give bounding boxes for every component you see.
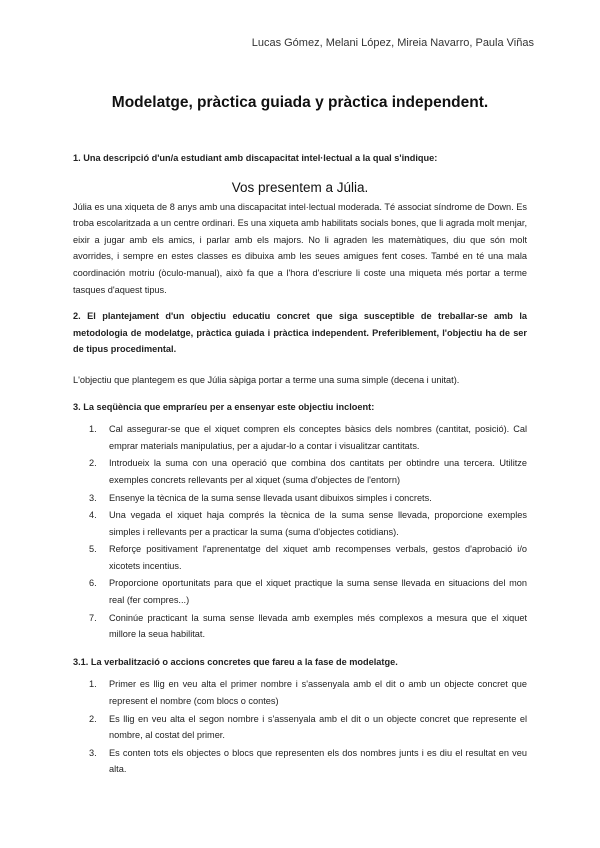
- list-item: 2. Introdueix la suma con una operació que combina dos cantitats per obtindre una tercera. Utilitze exemples concrets rellevants per al xiquet (suma d'objectes de l'entorn): [89, 458, 527, 485]
- list-item: 6. Proporcione oportunitats para que el xiquet practique la suma sense llevada en situacions del mon real (fer compres...): [89, 578, 527, 606]
- list-item: 5. Reforçe positivament l'aprenentatge del xiquet amb recompenses verbals, gestos d'aprobació i/o xicotets incentius.: [89, 544, 527, 571]
- question-3-1-heading: 3.1. La verbalització o accions concretes que fareu a la fase de modelatge.: [73, 656, 398, 667]
- question-3-heading: 3. La seqüència que empraríeu per a ensenyar este objectiu incloent:: [73, 401, 375, 412]
- list-item: 3. Ensenye la tècnica de la suma sense llevada usant dibuixos simples i concrets.: [89, 492, 432, 503]
- document-title: Modelatge, pràctica guiada y pràctica independent.: [111, 94, 489, 111]
- document-body: [73, 150, 527, 779]
- list-item: 3. Es conten tots els objectes o blocs que representen els dos nombres junts i es diu el resultat en veu alta.: [89, 747, 527, 775]
- list-item: 1. Primer es llig en veu alta el primer nombre i s'assenyala amb el dit o amb un objecte concret que represent el nombre (com blocs o contes): [89, 679, 527, 707]
- list-item: 4. Una vegada el xiquet haja comprés la tècnica de la suma sense llevada, proporcione exemples simples i rellevants per a practicar la suma (suma d'objectes cotidians).: [89, 510, 527, 537]
- modeling-list: [73, 676, 527, 778]
- list-item: 1. Cal assegurar-se que el xiquet compren els conceptes bàsics dels nombres (cantitat, posició). Cal emprar materials manipulatius, per a ajudar-lo a contar i visualitzar cantitats.: [89, 424, 527, 451]
- authors-header: Lucas Gómez, Melani López, Mireia Navarro, Paula Viñas: [251, 37, 534, 49]
- list-item: 7. Coninúe practicant la suma sense llevada amb exemples més complexos a mesura que el xiquet millore la seua habilitat.: [89, 612, 527, 640]
- student-description: Júlia es una xiqueta de 8 anys amb una discapacitat intel·lectual moderada. Té associat síndrome de Down. Es troba escolaritzada a un centre ordinari. Es una xiqueta amb habilitats socials bones, que li agrada molt menjar, eixir a jugar amb els amics, i parlar amb els majors. No li agraden les matemàtiques, diu que són molt avorrides, i sempre en estes classes es dibuixa amb les seues amigues fent coses. També en té una mala coordinación motriu (òculo-manual), això fa que a l'hora d'escriure li coste una miqueta més portar a terme tasques d'aquest tipus.: [73, 201, 527, 295]
- student-intro-title: Vos presentem a Júlia.: [231, 179, 369, 195]
- sequence-list: [73, 421, 527, 643]
- question-1-heading: 1. Una descripció d'un/a estudiant amb discapacitat intel·lectual a la qual s'indique:: [73, 153, 438, 163]
- question-2-heading: 2. El plantejament d'un objectiu educatiu concret que siga susceptible de treballar-se amb la metodologia de modelatge, pràctica guiada i pràctica independent. Preferiblement, l'objectiu ha de ser de tipus procedimental.: [73, 311, 527, 355]
- list-item: 2. Es llig en veu alta el segon nombre i s'assenyala amb el dit o un objecte concret que represente el nombre, al costat del primer.: [89, 713, 527, 741]
- objective-statement: L'objectiu que plantegem es que Júlia sàpiga portar a terme una suma simple (decena i unitat).: [73, 374, 460, 385]
